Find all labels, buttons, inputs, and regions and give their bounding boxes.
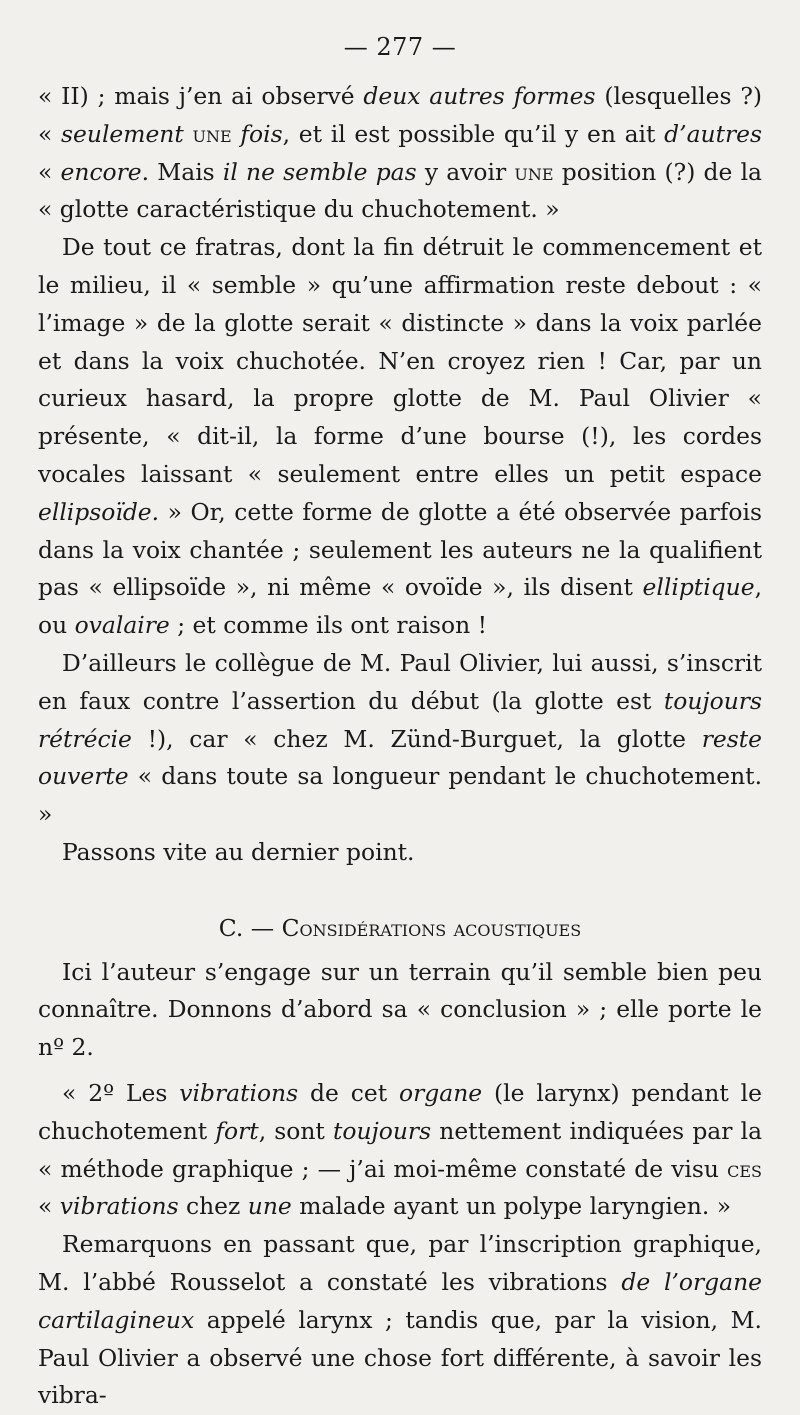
text-run: «: [38, 157, 61, 186]
body-paragraph-1: [38, 229, 762, 645]
page-number: — 277 —: [343, 33, 457, 61]
text-run: y avoir: [416, 157, 515, 186]
text-run: ; et comme ils ont raison !: [169, 611, 488, 640]
text-run: chez: [178, 1192, 248, 1221]
text-run: . Mais: [141, 157, 223, 186]
paragraph-gap: [38, 1067, 762, 1075]
small-caps-run: une: [514, 157, 554, 186]
quote-paragraph-2: [38, 1075, 762, 1226]
text-run: malade ayant un polype laryngien. »: [291, 1192, 732, 1221]
italic-run: de l’organe cartilagineux: [38, 1267, 762, 1334]
italic-run: vibrations: [179, 1078, 299, 1107]
text-run: , sont: [258, 1116, 333, 1145]
text-run: nettement indiquées par la « méthode graphique ; — j’ai moi-même constaté de visu: [38, 1116, 763, 1183]
text-run: !), car « chez M. Zünd-Burguet, la glotte: [131, 724, 702, 753]
quote-paragraph-1: [38, 78, 762, 229]
italic-run: fois: [240, 119, 283, 148]
section-title: Considérations acoustiques: [281, 913, 582, 942]
body-paragraph-3: Passons vite au dernier point.: [62, 837, 415, 866]
text-run: « dans toute sa longueur pendant le chuchotement. »: [38, 762, 762, 829]
text-run: « II) ; mais j’en ai observé: [38, 82, 364, 110]
italic-run: ellipsoïde.: [38, 497, 160, 526]
text-run: » Or, cette forme de glotte a été observée parfois dans la voix chantée ; seulement les auteurs ne la qualifient pas « ellipsoïde », ni même « ovoïde », ils disent: [38, 497, 762, 602]
text-run: De tout ce fratras, dont la fin détruit le commencement et le milieu, il « semble » qu’une affirmation reste debout : « l’image » de la glotte serait « distincte » dans la voix parlée et dans la voix chuchotée. N’en croyez rien ! Car, par un curieux hasard, la propre glotte de M. Paul Olivier « présente, « dit-il, la forme d’une bourse (!), les cordes vocales laissant « seulement entre elles un petit espace: [38, 233, 762, 488]
body-paragraph-2: [38, 645, 762, 834]
text-run: « 2º Les: [62, 1078, 180, 1107]
text-run: position (?) de la « glotte caractéristique du chuchotement. »: [38, 157, 763, 224]
italic-run: encore: [60, 157, 142, 186]
italic-run: elliptique: [642, 573, 755, 602]
italic-run: vibrations: [59, 1192, 179, 1221]
body-paragraph-4: Ici l’auteur s’engage sur un terrain qu’il semble bien peu connaître. Donnons d’abord sa « conclusion » ; elle porte le nº 2.: [38, 957, 762, 1062]
italic-run: ovalaire: [74, 611, 170, 640]
italic-run: d’autres: [664, 119, 763, 148]
text-run: Remarquons en passant que, par l’inscription graphique, M. l’abbé Rousselot a constaté les vibrations: [38, 1230, 762, 1296]
section-letter: C. —: [218, 913, 282, 942]
italic-run: reste ouverte: [38, 724, 762, 791]
body-paragraph-5: [38, 1226, 762, 1415]
text-run: (lesquelles ?) «: [38, 82, 762, 148]
italic-run: une: [247, 1192, 292, 1221]
italic-run: toujours rétrécie: [38, 686, 762, 753]
italic-run: organe: [399, 1078, 483, 1107]
section-heading: [38, 910, 762, 948]
text-run: «: [38, 1192, 60, 1221]
small-caps-run: une: [192, 119, 232, 148]
italic-run: il ne semble pas: [222, 157, 417, 186]
text-run: , ou: [38, 573, 762, 640]
text-run: D’ailleurs le collègue de M. Paul Olivier, lui aussi, s’inscrit en faux contre l’assertion du début (la glotte est: [38, 648, 762, 715]
italic-run: toujours: [332, 1116, 432, 1145]
text-run: appelé larynx ; tandis que, par la vision, M. Paul Olivier a observé une chose fort différente, à savoir les vibra-: [38, 1305, 762, 1410]
italic-run: deux autres formes: [363, 82, 596, 110]
italic-run: fort: [215, 1116, 259, 1145]
text-run: de cet: [298, 1078, 400, 1107]
italic-run: seulement: [61, 119, 184, 148]
text-run: (le larynx) pendant le chuchotement: [38, 1078, 762, 1145]
text-run: , et il est possible qu’il y en ait: [282, 119, 665, 148]
small-caps-run: ces: [727, 1154, 762, 1183]
